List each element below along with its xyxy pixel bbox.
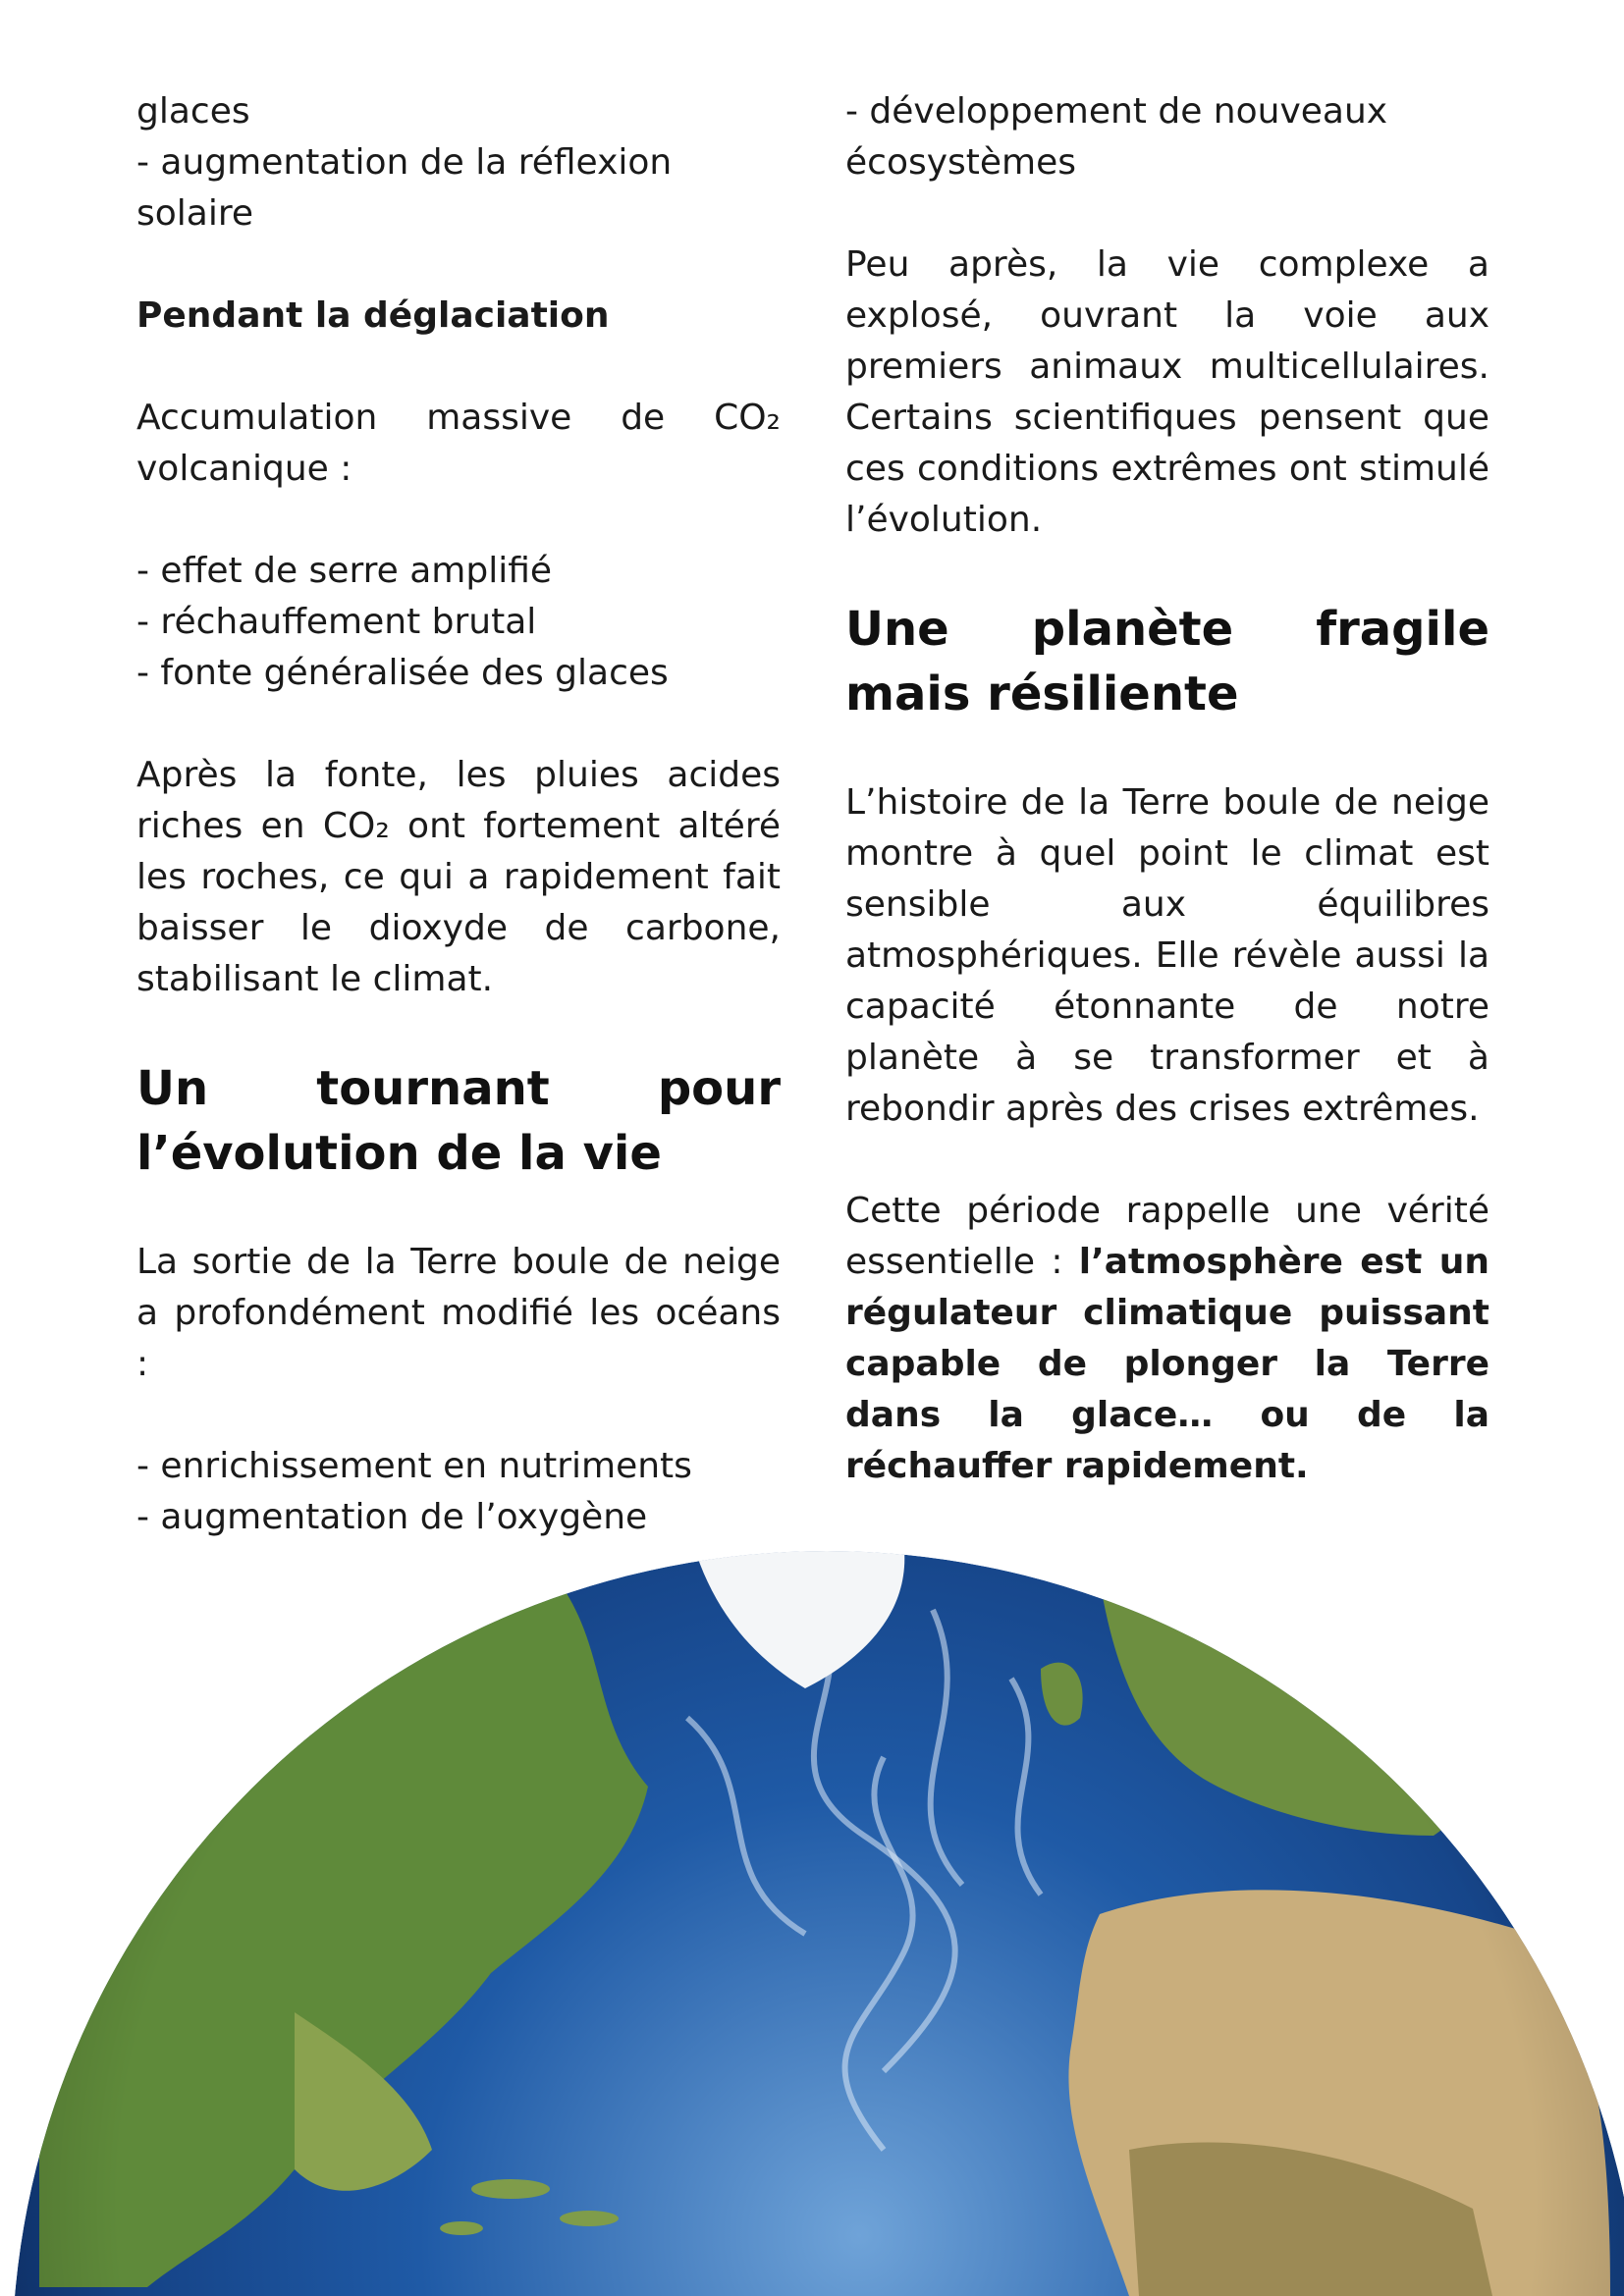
deglaciation-heading: Pendant la déglaciation	[136, 295, 610, 336]
continued-list	[845, 86, 1489, 188]
accumulation-paragraph	[136, 393, 781, 495]
oceans-paragraph: La sortie de la Terre boule de neige a profondément modifié les océans :	[136, 1242, 781, 1384]
earth-globe-illustration	[0, 1463, 1624, 2296]
list-item: - fonte généralisée des glaces	[136, 653, 669, 693]
truth-bold: l’atmosphère est un régulateur climatique puissant capable de plonger la Terre dans la glace… ou de la réchauffer rapidement.	[845, 1242, 1489, 1486]
list-item: - développement de nouveaux écosystèmes	[845, 91, 1388, 183]
complex-life-paragraph: Peu après, la vie complexe a explosé, ouvrant la voie aux premiers animaux multicellulaires. Certains scientifiques pensent que ces conditions extrêmes ont stimulé l’évolution.	[845, 244, 1489, 540]
continued-list	[136, 86, 781, 240]
earth-globe-image	[0, 1463, 1624, 2296]
after-melt-paragraph: Après la fonte, les pluies acides riches en CO₂ ont fortement altéré les roches, ce qui a rapidement fait baisser le dioxyde de carbone, stabilisant le climat.	[136, 755, 781, 999]
fragile-heading: Une planète fragile mais résiliente	[845, 602, 1489, 721]
continued-line: glaces	[136, 91, 250, 132]
truth-paragraph	[845, 1186, 1489, 1492]
list-item: - effet de serre amplifié	[136, 551, 553, 591]
list-item: - réchauffement brutal	[136, 602, 537, 642]
left-column	[136, 86, 781, 1543]
list-item: - enrichissement en nutriments	[136, 1446, 692, 1486]
deglaciation-list	[136, 546, 781, 699]
truth-intro: Cette période rappelle une vérité essentielle :	[845, 1191, 1489, 1282]
list-item: - augmentation de la réflexion solaire	[136, 142, 673, 234]
right-column	[845, 86, 1489, 1492]
evolution-heading: Un tournant pour l’évolution de la vie	[136, 1061, 781, 1181]
arctic-islands	[471, 1522, 648, 1581]
list-item: - augmentation de l’oxygène	[136, 1497, 648, 1537]
accumulation-text: Accumulation massive de CO₂ volcanique :	[136, 398, 781, 489]
history-paragraph: L’histoire de la Terre boule de neige montre à quel point le climat est sensible aux équilibres atmosphériques. Elle révèle aussi la capacité étonnante de notre planète à se transformer et à rebondir après des crises extrêmes.	[845, 782, 1489, 1129]
globe-shading	[12, 1551, 1624, 2296]
